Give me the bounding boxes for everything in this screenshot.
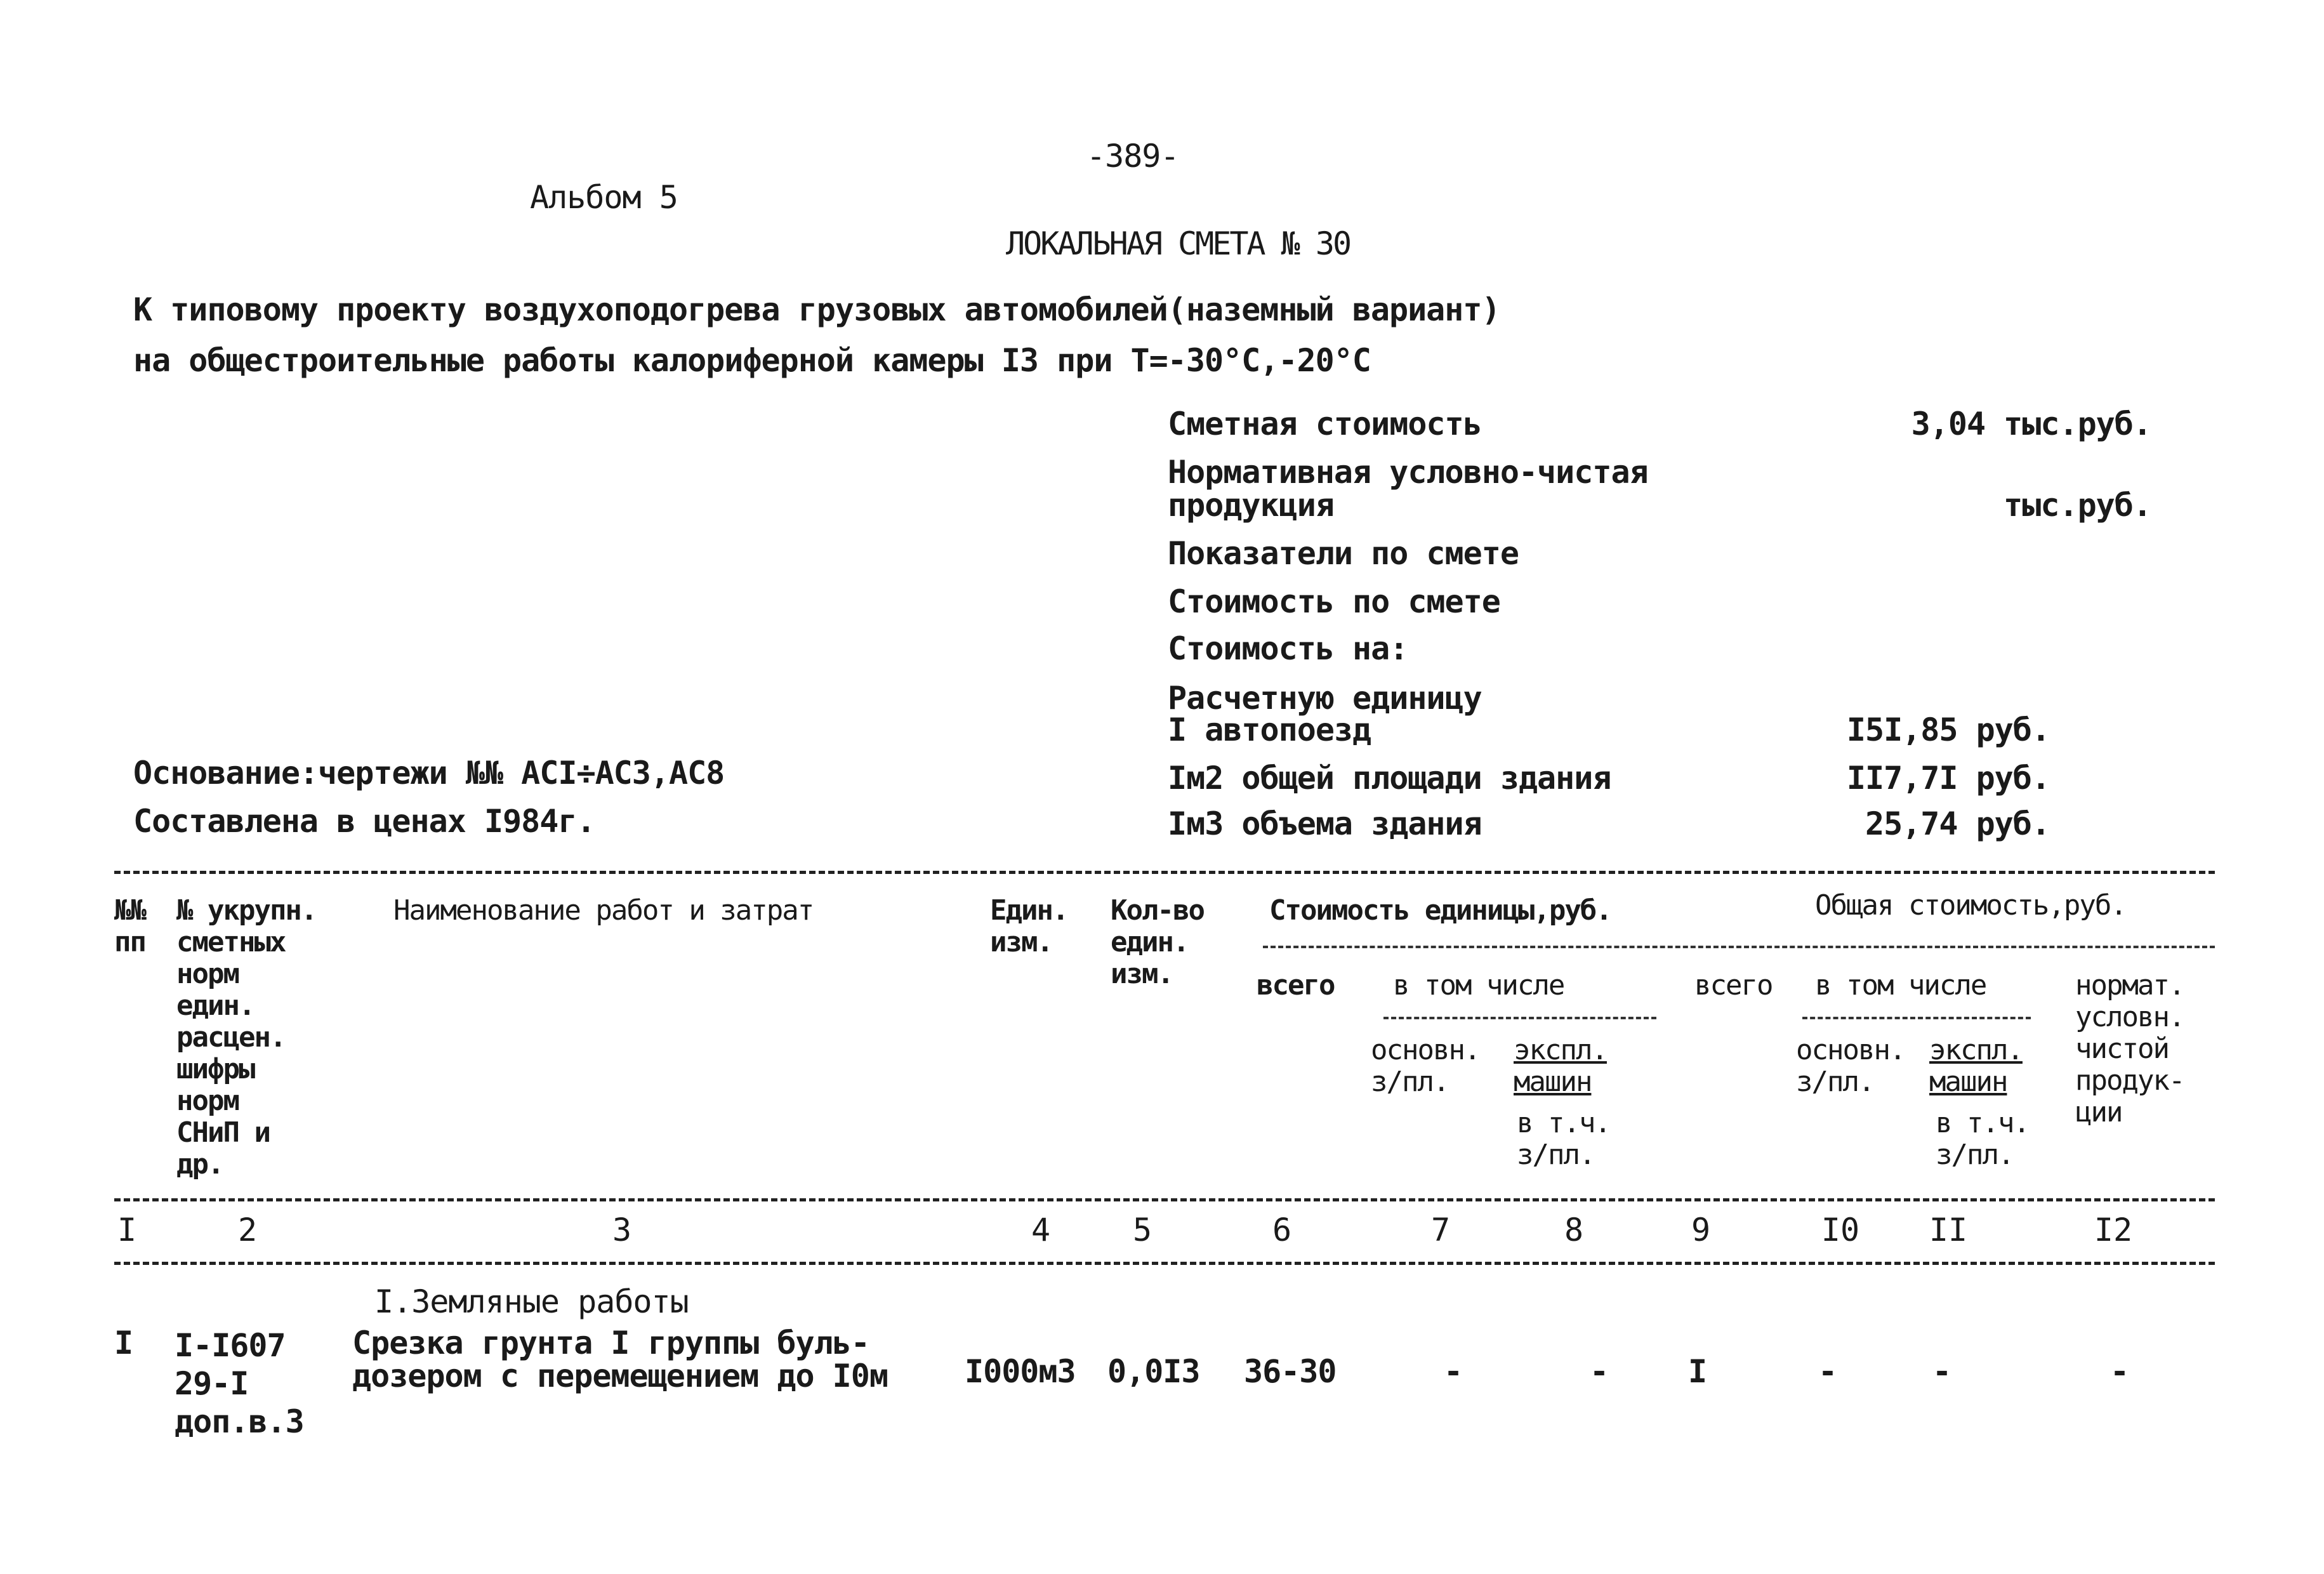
document-title: ЛОКАЛЬНАЯ СМЕТА № 30 <box>1006 225 1350 262</box>
header-unit-cost: Стоимость единицы,руб. <box>1269 894 1611 927</box>
row-normative: - <box>2109 1353 2130 1390</box>
row-number: I <box>114 1325 133 1361</box>
estimated-cost-label: Сметная стоимость <box>1168 406 1482 442</box>
row-code: I-I607 29-I доп.в.3 <box>175 1327 304 1440</box>
col-number: 6 <box>1272 1212 1292 1248</box>
header-total-vtch: в т.ч. з/пл. <box>1936 1107 2029 1171</box>
col-number: 4 <box>1031 1212 1051 1248</box>
column-numbers-rule <box>114 1262 2215 1265</box>
col-number: 7 <box>1430 1212 1451 1248</box>
row-unit-wage: - <box>1443 1353 1463 1390</box>
row-unit-machine: - <box>1589 1353 1609 1390</box>
header-total-v-tom-chisle: в том числе <box>1815 969 1986 1002</box>
header-bottom-rule <box>114 1198 2215 1201</box>
area-value: II7,7I руб. <box>1846 760 2050 797</box>
header-total-sub-rule <box>1802 1017 2031 1019</box>
col-number: 2 <box>237 1212 258 1248</box>
header-unit-ekspl: экспл. машин <box>1514 1034 1607 1098</box>
section-title: I.Земляные работы <box>374 1283 689 1320</box>
col-number: I0 <box>1821 1212 1860 1248</box>
row-total-machine: - <box>1932 1353 1952 1390</box>
header-unit-osnovn: основн. з/пл. <box>1371 1034 1480 1098</box>
col-number: I2 <box>2094 1212 2133 1248</box>
row-total-wage: - <box>1818 1353 1838 1390</box>
header-cost-rule <box>1263 946 2215 948</box>
header-col-2: № укрупн. сметных норм един. расцен. шифры норм СНиП и др. <box>176 894 317 1180</box>
header-col-5: Кол-во един. изм. <box>1111 894 1204 990</box>
col-number: 8 <box>1564 1212 1584 1248</box>
col-number: II <box>1929 1212 1968 1248</box>
header-total-ekspl: экспл. машин <box>1929 1034 2023 1098</box>
unit-label-2: I автопоезд <box>1168 711 1371 748</box>
header-unit-sub-rule <box>1383 1017 1656 1019</box>
album-label: Альбом 5 <box>530 179 678 216</box>
cost-label: Стоимость по смете <box>1168 583 1500 620</box>
header-normat: нормат. условн. чистой продук- ции <box>2075 969 2184 1128</box>
normative-value: тыс.руб. <box>2004 487 2151 524</box>
area-label: Iм2 общей площади здания <box>1168 760 1611 797</box>
header-total-vsego: всего <box>1694 969 1773 1002</box>
col-number: 5 <box>1132 1212 1152 1248</box>
indicators-label: Показатели по смете <box>1168 535 1519 572</box>
normative-label-1: Нормативная условно-чистая <box>1168 454 1648 491</box>
volume-label: Iм3 объема здания <box>1168 805 1482 842</box>
row-total: I <box>1687 1353 1708 1390</box>
row-qty: 0,0I3 <box>1107 1353 1200 1390</box>
header-total-cost: Общая стоимость,руб. <box>1815 889 2126 922</box>
header-unit-v-tom-chisle: в том числе <box>1393 969 1564 1002</box>
volume-value: 25,74 руб. <box>1865 805 2050 842</box>
basis-note: Основание:чертежи №№ АСI÷АС3,АС8 <box>133 755 725 791</box>
header-unit-vtch: в т.ч. з/пл. <box>1517 1107 1610 1171</box>
row-unit-total: 36-30 <box>1244 1353 1337 1390</box>
table-top-rule <box>114 871 2215 874</box>
unit-value: I5I,85 руб. <box>1846 711 2050 748</box>
page-number: -389- <box>1086 138 1179 175</box>
header-col-4: Един. изм. <box>990 894 1068 958</box>
row-name: Срезка грунта I группы буль- дозером с перемещением до I0м <box>352 1325 888 1394</box>
header-unit-vsego: всего <box>1257 969 1335 1002</box>
cost-per-label: Стоимость на: <box>1168 630 1408 667</box>
header-col-1: №№ пп <box>114 894 145 958</box>
subtitle-line-1: К типовому проекту воздухоподогрева грузовых автомобилей(наземный вариант) <box>133 291 1500 328</box>
row-unit: I000м3 <box>965 1353 1076 1390</box>
subtitle-line-2: на общестроительные работы калориферной камеры I3 при Т=-30°С,-20°С <box>133 342 1371 379</box>
unit-label-1: Расчетную единицу <box>1168 680 1482 717</box>
header-total-osnovn: основн. з/пл. <box>1796 1034 1905 1098</box>
normative-label-2: продукция <box>1168 487 1334 524</box>
col-number: 9 <box>1691 1212 1711 1248</box>
col-number: 3 <box>612 1212 632 1248</box>
estimated-cost-value: 3,04 тыс.руб. <box>1911 406 2151 442</box>
prices-note: Составлена в ценах I984г. <box>133 803 595 840</box>
col-number: I <box>117 1212 137 1248</box>
header-col-3: Наименование работ и затрат <box>393 894 814 927</box>
